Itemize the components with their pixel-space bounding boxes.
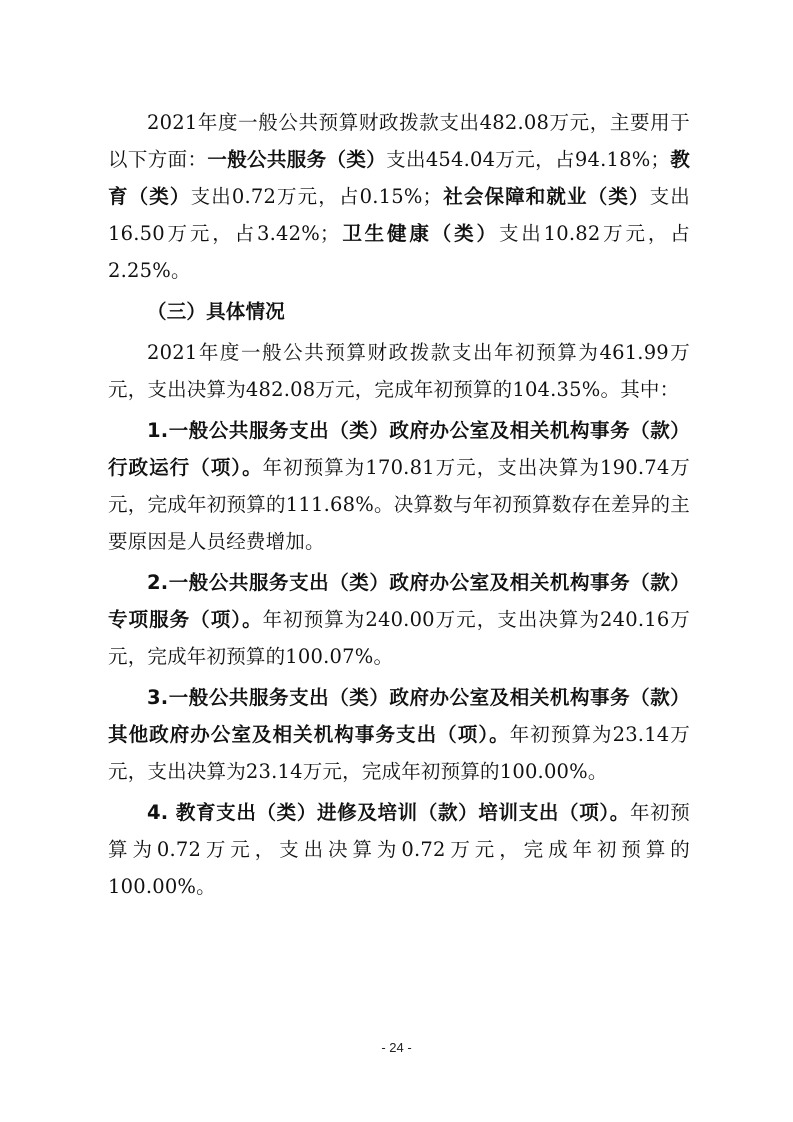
summary-text-1: 2021年度一般公共预算财政拨款支出482.08万元，主要用于以下方面： bbox=[108, 111, 690, 171]
category-health: 卫生健康（类） bbox=[339, 222, 499, 245]
section-heading: （三）具体情况 bbox=[147, 300, 285, 323]
summary-text-3: 支出0.72万元，占0.15%； bbox=[190, 185, 443, 208]
category-social-security: 社会保障和就业（类） bbox=[442, 185, 650, 208]
category-general-public-services: 一般公共服务（类） bbox=[207, 148, 387, 171]
item-text-3: 年初预算为23.14万元，支出决算为23.14万元，完成年初预算的100.00%。 bbox=[108, 723, 690, 783]
page-content bbox=[108, 104, 690, 905]
item-paragraph-1 bbox=[108, 412, 690, 560]
item-title-2: 2.一般公共服务支出（类）政府办公室及相关机构事务（款）专项服务（项）。 bbox=[108, 571, 690, 631]
category-education: 教育（类） bbox=[108, 148, 690, 208]
summary-text-2: 支出454.04万元，占94.18%； bbox=[386, 148, 671, 171]
item-title-1: 1.一般公共服务支出（类）政府办公室及相关机构事务（款）行政运行（项）。 bbox=[108, 419, 690, 479]
summary-text-4: 支出16.50万元，占3.42%； bbox=[108, 185, 690, 245]
summary-paragraph bbox=[108, 104, 690, 289]
item-text-1: 年初预算为170.81万元，支出决算为190.74万元，完成年初预算的111.68%。决算数与年初预算数存在差异的主要原因是人员经费增加。 bbox=[108, 456, 690, 553]
budget-overview-paragraph: 2021年度一般公共预算财政拨款支出年初预算为461.99万元，支出决算为482.08万元，完成年初预算的104.35%。其中： bbox=[108, 341, 690, 401]
item-paragraph-3 bbox=[108, 679, 690, 790]
item-paragraph-2 bbox=[108, 564, 690, 675]
page-number: - 24 - bbox=[381, 1040, 412, 1055]
item-text-4: 年初预算为0.72万元，支出决算为0.72万元，完成年初预算的100.00%。 bbox=[108, 801, 690, 898]
item-title-3: 3.一般公共服务支出（类）政府办公室及相关机构事务（款）其他政府办公室及相关机构事务支出（项）。 bbox=[108, 686, 690, 746]
summary-text-5: 支出10.82万元，占2.25%。 bbox=[108, 222, 690, 282]
item-text-2: 年初预算为240.00万元，支出决算为240.16万元，完成年初预算的100.07%。 bbox=[108, 608, 690, 668]
item-paragraph-4 bbox=[108, 794, 690, 905]
item-title-4: 4. 教育支出（类）进修及培训（款）培训支出（项）。 bbox=[147, 801, 630, 824]
